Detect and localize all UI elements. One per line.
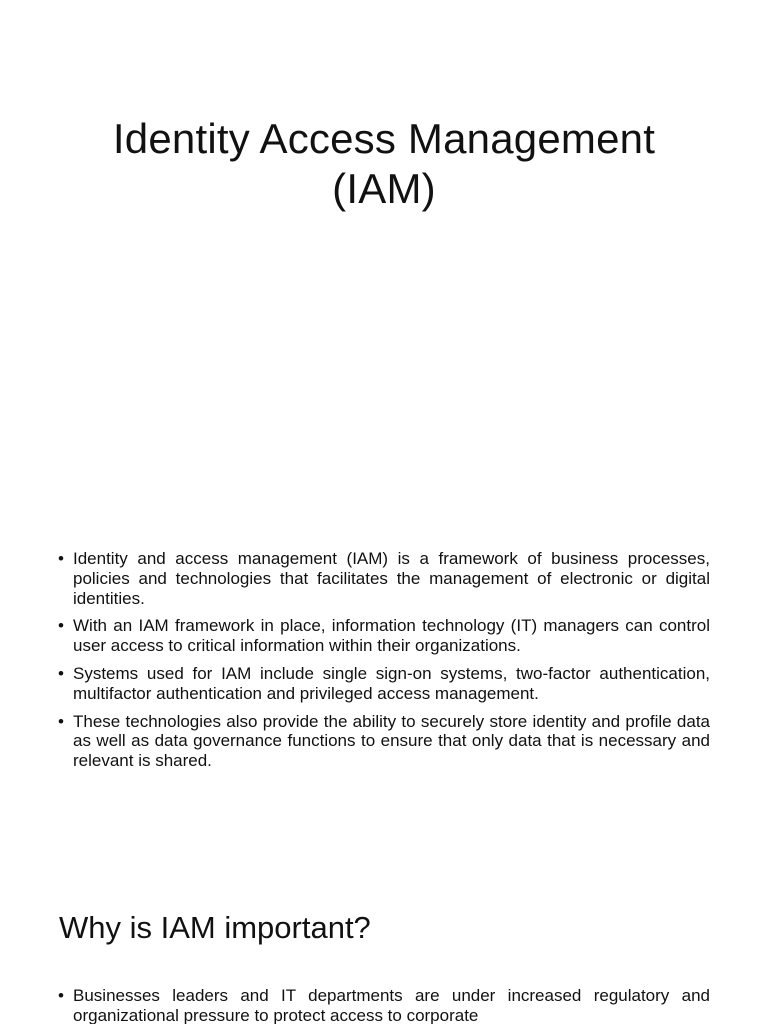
slide-title xyxy=(60,114,708,214)
bullet-text: These technologies also provide the ability to securely store identity and profile data as well as data governance functions to ensure that only data that is necessary and relevant is shared. xyxy=(73,711,710,771)
slide-title-line-2: (IAM) xyxy=(332,165,436,212)
bullet-list xyxy=(58,549,710,779)
section-title: Why is IAM important? xyxy=(59,910,371,945)
bullet-item xyxy=(58,712,710,771)
bullet-item xyxy=(58,664,710,704)
bullet-list-2 xyxy=(58,986,710,1024)
bullet-text: Identity and access management (IAM) is a framework of business processes, policies and technologies that facilitates the management of electronic or digital identities. xyxy=(73,549,710,608)
bullet-icon: • xyxy=(58,549,64,568)
bullet-item xyxy=(58,616,710,656)
bullet-text: Systems used for IAM include single sign-on systems, two-factor authentication, multifactor authentication and privileged access management. xyxy=(73,663,710,703)
bullet-text: Businesses leaders and IT departments are under increased regulatory and organizational pressure to protect access to corporate xyxy=(73,986,710,1024)
bullet-icon: • xyxy=(58,711,64,731)
bullet-item xyxy=(58,549,710,608)
bullet-icon: • xyxy=(58,663,64,683)
bullet-icon: • xyxy=(58,616,64,636)
bullet-text: With an IAM framework in place, information technology (IT) managers can control user access to critical information within their organizations. xyxy=(73,616,710,656)
bullet-item xyxy=(58,986,710,1024)
bullet-icon: • xyxy=(58,986,64,1005)
slide-title-line-1: Identity Access Management xyxy=(112,115,656,162)
